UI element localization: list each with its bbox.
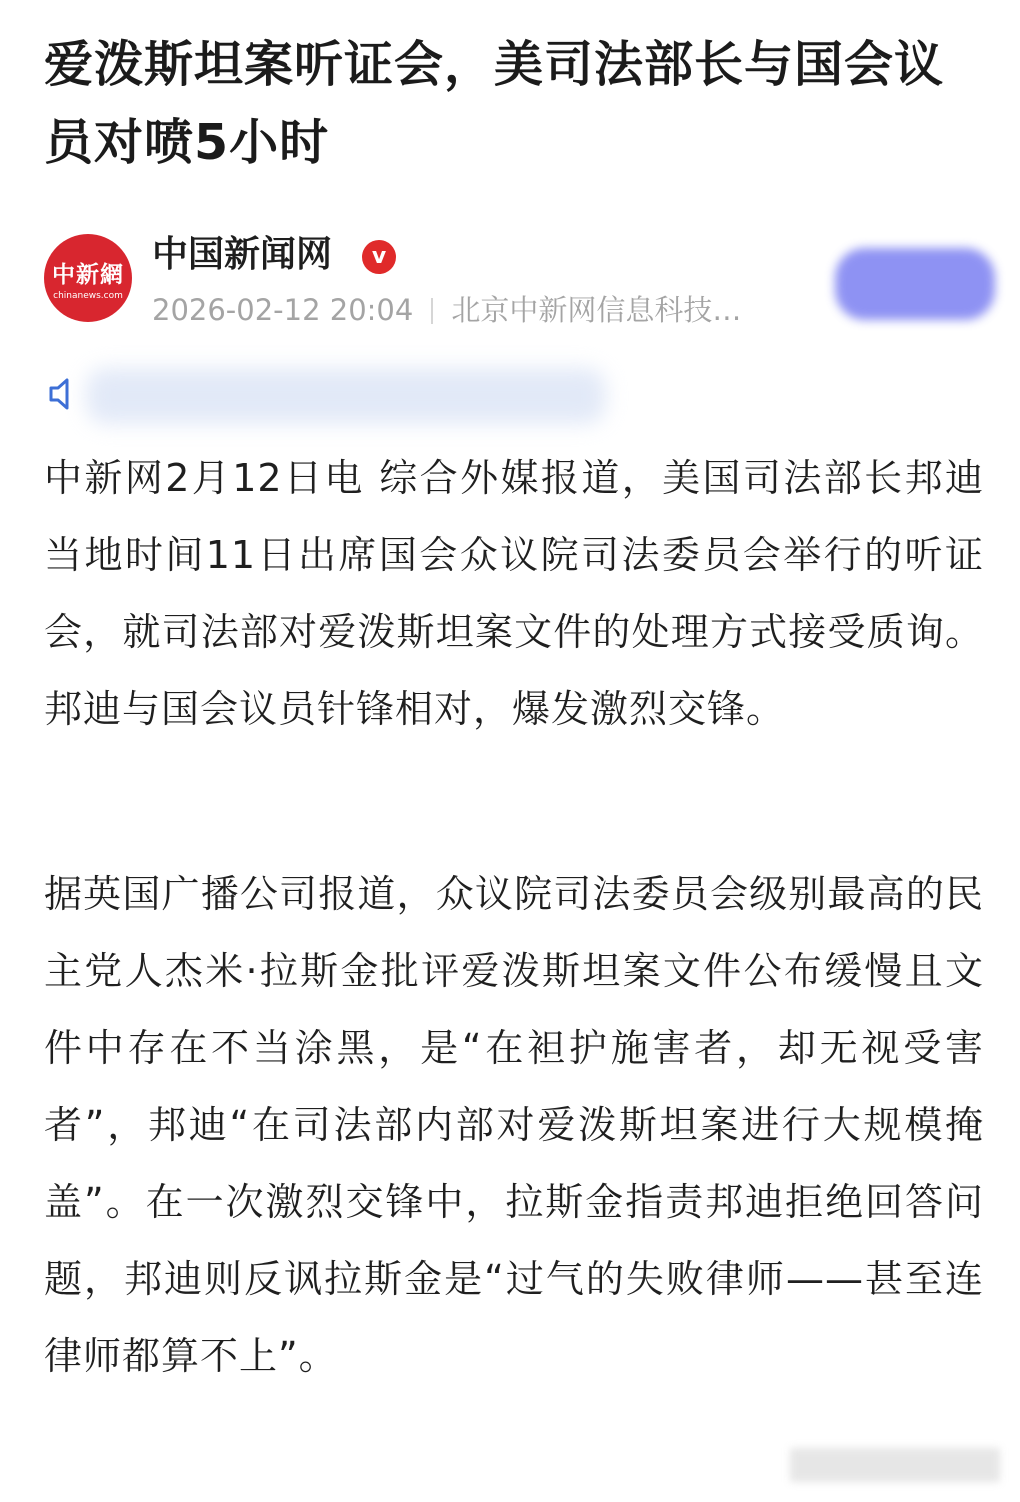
avatar-logo-domain: chinanews.com — [53, 291, 123, 301]
meta-divider — [431, 298, 433, 324]
bottom-redaction — [790, 1448, 1000, 1482]
follow-button-redacted[interactable] — [835, 248, 995, 320]
listen-bar[interactable] — [46, 360, 646, 430]
listen-redaction — [86, 368, 606, 424]
article-paragraph-1: 中新网2月12日电 综合外媒报道，美国司法部长邦迪当地时间11日出席国会众议院司法委员会举行的听证会，就司法部对爱泼斯坦案文件的处理方式接受质询。邦迪与国会议员针锋相对，爆发激烈交锋。 — [44, 456, 984, 731]
verified-icon: v — [362, 240, 396, 274]
avatar-logo-text: 中新網 — [52, 261, 124, 288]
article-paragraph-2: 据英国广播公司报道，众议院司法委员会级别最高的民主党人杰米·拉斯金批评爱泼斯坦案文件公布缓慢且文件中存在不当涂黑，是“在袒护施害者，却无视受害者”，邦迪“在司法部内部对爱泼斯坦案进行大规模掩盖”。在一次激烈交锋中，拉斯金指责邦迪拒绝回答问题，邦迪则反讽拉斯金是“过气的失败律师——甚至连律师都算不上”。 — [44, 872, 984, 1378]
source-avatar[interactable] — [44, 234, 132, 322]
publisher-name: 北京中新网信息科技… — [451, 293, 742, 327]
source-name[interactable]: 中国新闻网 — [152, 234, 333, 275]
publish-datetime: 2026-02-12 20:04 — [152, 293, 414, 327]
speaker-icon[interactable] — [48, 376, 82, 412]
article-title: 爱泼斯坦案听证会，美司法部长与国会议员对喷5小时 — [44, 36, 945, 171]
publish-meta — [152, 290, 741, 330]
